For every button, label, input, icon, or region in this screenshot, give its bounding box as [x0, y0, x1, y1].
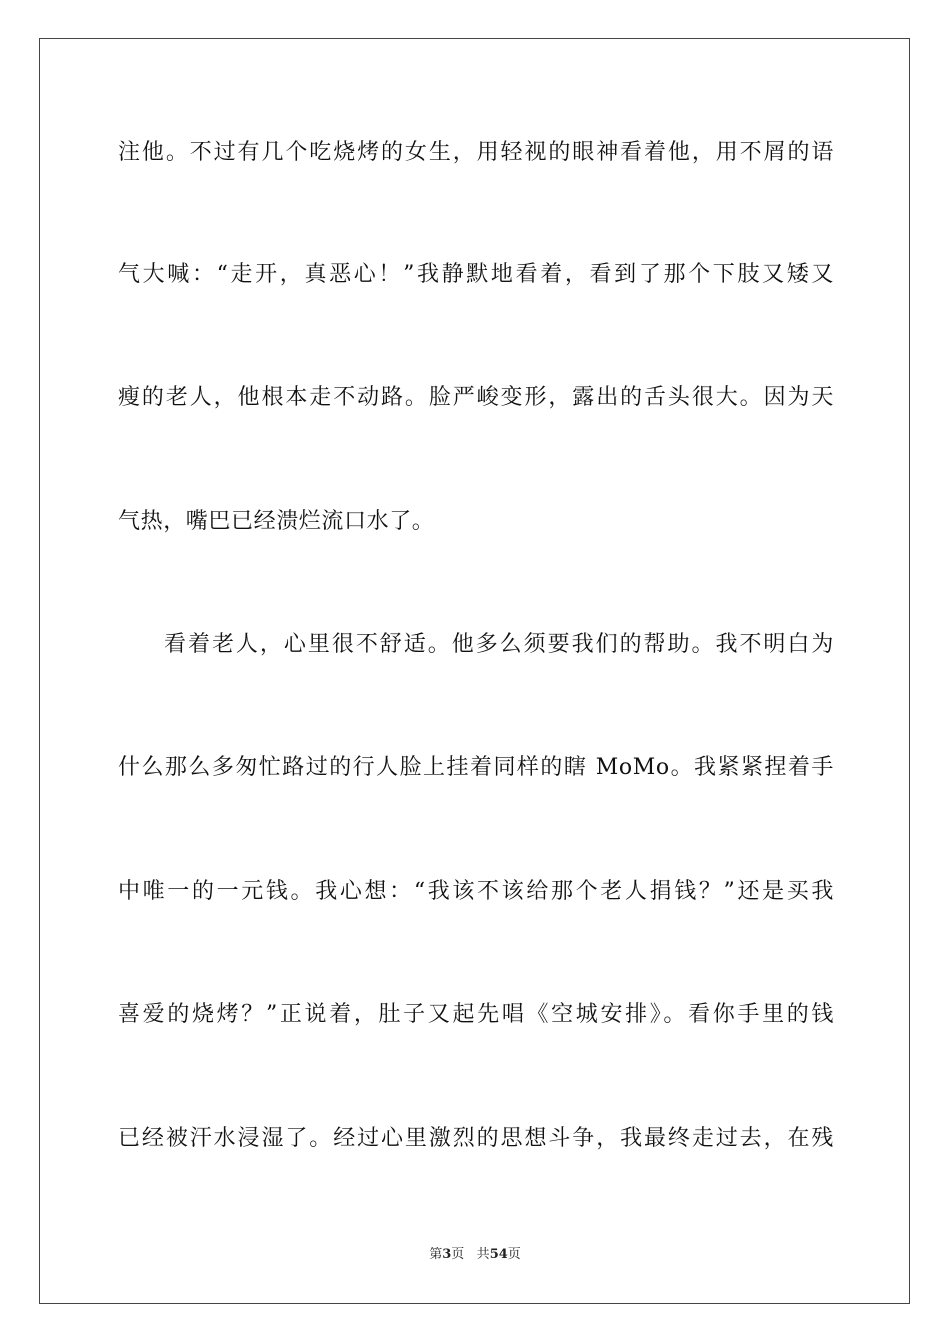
total-pages: 54 — [489, 1247, 508, 1262]
text-line-9: 已经被汗水浸湿了。经过心里激烈的思想斗争，我最终走过去，在残 — [118, 1126, 834, 1151]
page-footer — [0, 1246, 950, 1264]
page-prefix: 第 — [429, 1247, 443, 1262]
page-number: 3 — [442, 1247, 452, 1262]
text-line-1: 注他。不过有几个吃烧烤的女生，用轻视的眼神看着他，用不屑的语 — [118, 140, 834, 165]
text-line-4: 气热，嘴巴已经溃烂流口水了。 — [118, 509, 435, 534]
text-line-2: 气大喊：“走开，真恶心！”我静默地看着，看到了那个下肢又矮又 — [118, 262, 834, 287]
total-suffix: 页 — [507, 1247, 521, 1262]
text-line-3: 瘦的老人，他根本走不动路。脸严峻变形，露出的舌头很大。因为天 — [118, 385, 834, 410]
page-border — [39, 38, 910, 1304]
text-line-8: 喜爱的烧烤？”正说着，肚子又起先唱《空城安排》。看你手里的钱 — [118, 1002, 834, 1027]
text-line-6: 什么那么多匆忙路过的行人脸上挂着同样的瞎 MoMo。我紧紧捏着手 — [118, 755, 834, 780]
total-prefix: 共 — [476, 1247, 490, 1262]
text-line-7: 中唯一的一元钱。我心想：“我该不该给那个老人捐钱？”还是买我 — [118, 879, 834, 904]
text-line-5: 看着老人，心里很不舒适。他多么须要我们的帮助。我不明白为 — [164, 632, 834, 657]
page-suffix: 页 — [451, 1247, 465, 1262]
